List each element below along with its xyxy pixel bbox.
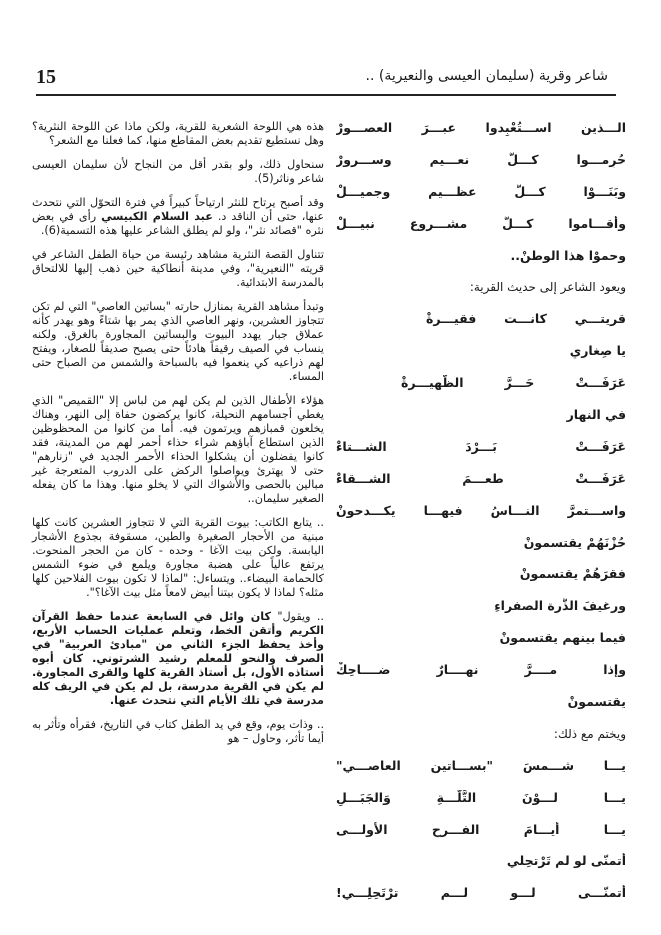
page-number: 15: [36, 66, 56, 88]
poem-line: يـــا أيـــامَ الفـــرحِ الأولـــى: [336, 821, 626, 837]
paragraph: تتناول القصة النثرية مشاهد رئيسة من حياة الطفل الشاعر في قريته "النعيرية"، وفي مدينة أنطاكية حين ذهب إليها للالتحاق بالمدرسة الابتدائية.: [32, 248, 324, 289]
poem-line: واســـتمرَّ النـــاسُ فيهـــا يكـــدحونْ: [336, 502, 626, 518]
poem-line: يـــا لـــوْنَ التَّلَّـــةِ وَالجَبَـــلِ: [336, 789, 626, 805]
poem-line: قريتـــي كانـــت فقيـــرةْ: [426, 311, 626, 327]
poem-line: أتمنّى لو لم تَرْتحِلي: [506, 853, 626, 869]
paragraph: .. يتابع الكاتب: بيوت القرية التي لا تتجاوز العشرين كانت كلها مبنية من الأحجار الصغيرة والطين، مسقوفة بجذوع الأشجار اليابسة. ولكن بيت الآغا - وحده - كان من الحجر المنحوت. يرتفع عالياً على هضبة مجاورة ويلمع في ضوء الشمس كالحمامة البيضاء.. ويتساءل: "لماذا لا تكون بيوت الفلاحين كلها مثله؟ لماذا لا يكون بيتنا أبيض لامعاً مثل بيت الآغا؟".: [32, 516, 324, 599]
quoted-passage: كان وائل في السابعة عندما حفظ القرآن الكريم وأتقن الخط، وتعلم عمليات الحساب الأربع، وأخذ يحفظ الجزء الثاني من "مبادئ العربية" في الصرف والنحو للمعلم رشيد الشرتوني. كان أبوه أستاذه الأول، بل أستاذ القرية كلها والقرى المجاورة. لم يكن في القرية مدرسة، بل لم يكن في الريف كله مدرسة في تلك الأيام التي نتحدث عنها.: [32, 610, 324, 707]
poem-narration: ويختم مع ذلك:: [553, 726, 626, 741]
poem-line: يا صِغاري: [569, 343, 626, 359]
poem-line: حُزْنَهُمْ يقتسمونْ: [523, 534, 626, 550]
poem-line: عَرَفَـــتْ طعـــمَ الشـــقاءْ: [336, 470, 626, 486]
poem-line: في النهار: [566, 407, 626, 423]
paragraph-text: وقد أصبح يرتاح للنثر ارتياحاً كبيراً في فترة التحوّل التي نتحدث عنها، حتى أن الناقد د.: [32, 196, 325, 223]
poem-column: [336, 120, 626, 917]
poem-line: فقرَهُمْ يقتسمونْ: [519, 566, 626, 582]
paragraph: هذه هي اللوحة الشعرية للقرية، ولكن ماذا عن اللوحة النثرية؟ وهل نستطيع تقديم بعض المقاطع منها، كما فعلنا مع الشعر؟: [32, 120, 324, 147]
paragraph: [32, 610, 324, 708]
paragraph: [32, 196, 324, 238]
poem-narration: ويعود الشاعر إلى حديث القرية:: [469, 280, 626, 295]
poem-line: وإذا مــــرَّ نهــــارٌ ضــــاحِكْ: [336, 662, 626, 678]
poem-line: وأقـــاموا كـــلَّ مشـــروع نبيـــلْ: [336, 215, 626, 231]
paragraph: .. وذات يوم، وقع في يد الطفل كتاب في التاريخ، فقرأه وتأثر به أيما تأثر، وحاول – هو: [32, 718, 324, 745]
poem-line: فيما بينهم يقتسمونْ: [499, 630, 626, 646]
running-title: شاعر وقرية (سليمان العيسى والنعيرية) ..: [365, 68, 608, 84]
poem-line: عَرَفَـــتْ بَـــرْدَ الشـــتاءْ: [336, 438, 626, 454]
paragraph-text: .. ويقول": [271, 610, 324, 623]
paragraph: وتبدأ مشاهد القرية بمنازل حارته "بساتين العاصي" التي لم تكن تتجاوز العشرين، ونهر العاصي الذي يمر بها شتاءً وهو يهدر كأنه عملاق جبار يهدد البيوت والبساتين المجاورة بالغرق. ولكنه ينساب في الصيف رقيقاً هادئاً حتى يصبح صديقاً للصغار، ويفتح لهم ذراعيه كي ينعموا فيه بالسباحة والشمس من الصباح حتى المساء.: [32, 300, 324, 383]
poem-line: وحموْا هذا الوطنْ..: [510, 247, 626, 263]
paragraph-text: رأى في بعض نثره "قصائد نثر"، ولو لم يطلق الشاعر عليها هذه التسمية(6).: [32, 210, 324, 237]
prose-column: [32, 120, 324, 756]
poem-line: عَرَفَـــتْ حَـــرَّ الظَّهيـــرةْ: [401, 375, 626, 391]
critic-name: عبد السلام الكبيسي: [101, 210, 213, 223]
poem-line: الـــذين اســـتُعْبِدوا عبـــرَ العصـــورْ: [336, 120, 626, 135]
paragraph: سنحاول ذلك، ولو بقدر أقل من النجاح لأن سليمان العيسى شاعر وناثر(5).: [32, 158, 324, 185]
poem-line: حُرِمـــوا كـــلَّ نعـــيم وســـرورْ: [336, 151, 626, 167]
poem-line: وبَنَـــوْا كـــلَّ عظـــيم وجميـــلْ: [336, 183, 626, 199]
poem-line: أتمنّـــى لـــو لـــم ترْتَحِلِـــي!: [336, 885, 626, 901]
poem-line: يقتسمونْ: [567, 694, 626, 710]
page-header: [36, 64, 616, 96]
paragraph: هؤلاء الأطفال الذين لم يكن لهم من لباس إلا "القميص" الذي يغطي أجسامهم النحيلة، كانوا يركضون حفاة إلى النهر، وهناك يخلعون قمبازهم ويرتمون فيه. أما من كانوا من المحظوظين الذين استطاع آباؤهم شراء حذاء أحمر لهم من المدينة، فقد كانوا يفضلون أن يشكلوا الحذاء الأحمر الجديد في "زنارهم" حتى لا يهترئ ويواصلوا الركض على الدروب المتعرجة غير مبالين بالحصى والأشواك التي لا يخلو منها. وهذا ما كان يفعله الصغير سليمان..: [32, 394, 324, 505]
poem-line: يـــا شـــمسَ "بســـاتين العاصـــي": [336, 757, 626, 773]
poem-line: ورغيفَ الذُّرة الصفراءِ: [494, 598, 626, 614]
